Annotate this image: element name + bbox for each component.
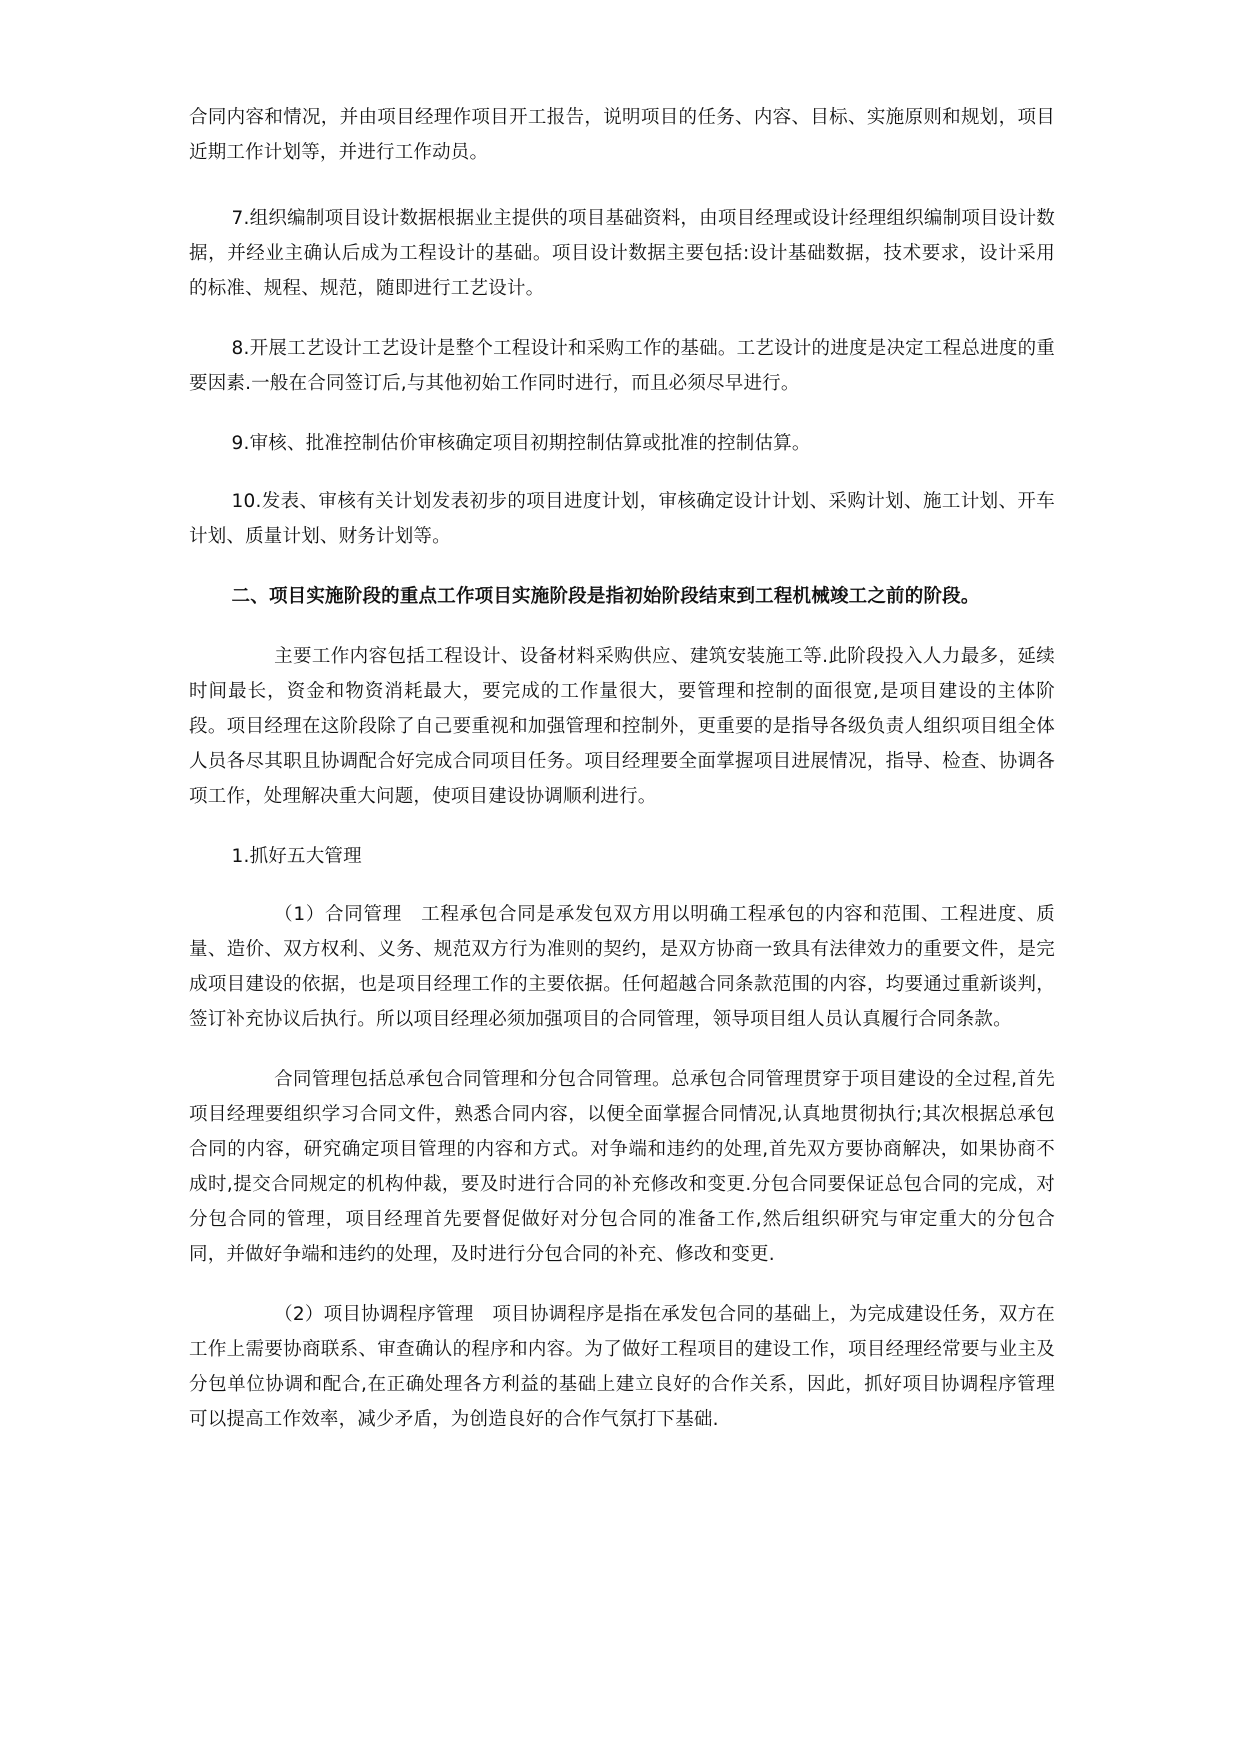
paragraph-contract-report: 合同内容和情况，并由项目经理作项目开工报告，说明项目的任务、内容、目标、实施原则和规划，项目近期工作计划等，并进行工作动员。 — [189, 107, 1055, 163]
paragraph-item-10: 10.发表、审核有关计划发表初步的项目进度计划，审核确定设计计划、采购计划、施工计划、开车计划、质量计划、财务计划等。 — [189, 491, 1055, 547]
section-heading-implementation: 二、项目实施阶段的重点工作项目实施阶段是指初始阶段结束到工程机械竣工之前的阶段。 — [231, 586, 980, 607]
paragraph-item-8: 8.开展工艺设计工艺设计是整个工程设计和采购工作的基础。工艺设计的进度是决定工程总进度的重要因素.一般在合同签订后,与其他初始工作同时进行，而且必须尽早进行。 — [189, 338, 1055, 394]
subheading-five-management: 1.抓好五大管理 — [231, 846, 362, 867]
paragraph-main-work: 主要工作内容包括工程设计、设备材料采购供应、建筑安装施工等.此阶段投入人力最多，延续时间最长，资金和物资消耗最大，要完成的工作量很大，要管理和控制的面很宽,是项目建设的主体阶段。项目经理在这阶段除了自己要重视和加强管理和控制外，更重要的是指导各级负责人组织项目组全体人员各尽其职且协调配合好完成合同项目任务。项目经理要全面掌握项目进展情况，指导、检查、协调各项工作，处理解决重大问题，使项目建设协调顺利进行。 — [189, 646, 1055, 807]
document-page — [189, 100, 1055, 1462]
paragraph-contract-management: （1）合同管理 工程承包合同是承发包双方用以明确工程承包的内容和范围、工程进度、质量、造价、双方权利、义务、规范双方行为准则的契约，是双方协商一致具有法律效力的重要文件，是完成项目建设的依据，也是项目经理工作的主要依据。任何超越合同条款范围的内容，均要通过重新谈判，签订补充协议后执行。所以项目经理必须加强项目的合同管理，领导项目组人员认真履行合同条款。 — [189, 904, 1055, 1030]
paragraph-item-9: 9.审核、批准控制估价审核确定项目初期控制估算或批准的控制估算。 — [231, 433, 811, 454]
paragraph-contract-management-detail: 合同管理包括总承包合同管理和分包合同管理。总承包合同管理贯穿于项目建设的全过程,首先项目经理要组织学习合同文件，熟悉合同内容，以便全面掌握合同情况,认真地贯彻执行;其次根据总承包合同的内容，研究确定项目管理的内容和方式。对争端和违约的处理,首先双方要协商解决，如果协商不成时,提交合同规定的机构仲裁，要及时进行合同的补充修改和变更.分包合同要保证总包合同的完成，对分包合同的管理，项目经理首先要督促做好对分包合同的准备工作,然后组织研究与审定重大的分包合同，并做好争端和违约的处理，及时进行分包合同的补充、修改和变更. — [189, 1069, 1055, 1265]
paragraph-item-7: 7.组织编制项目设计数据根据业主提供的项目基础资料，由项目经理或设计经理组织编制项目设计数据，并经业主确认后成为工程设计的基础。项目设计数据主要包括:设计基础数据，技术要求，设计采用的标准、规程、规范，随即进行工艺设计。 — [189, 208, 1055, 299]
paragraph-coordination-management: （2）项目协调程序管理 项目协调程序是指在承发包合同的基础上，为完成建设任务，双方在工作上需要协商联系、审查确认的程序和内容。为了做好工程项目的建设工作，项目经理经常要与业主及分包单位协调和配合,在正确处理各方利益的基础上建立良好的合作关系，因此，抓好项目协调程序管理可以提高工作效率，减少矛盾，为创造良好的合作气氛打下基础. — [189, 1304, 1055, 1430]
